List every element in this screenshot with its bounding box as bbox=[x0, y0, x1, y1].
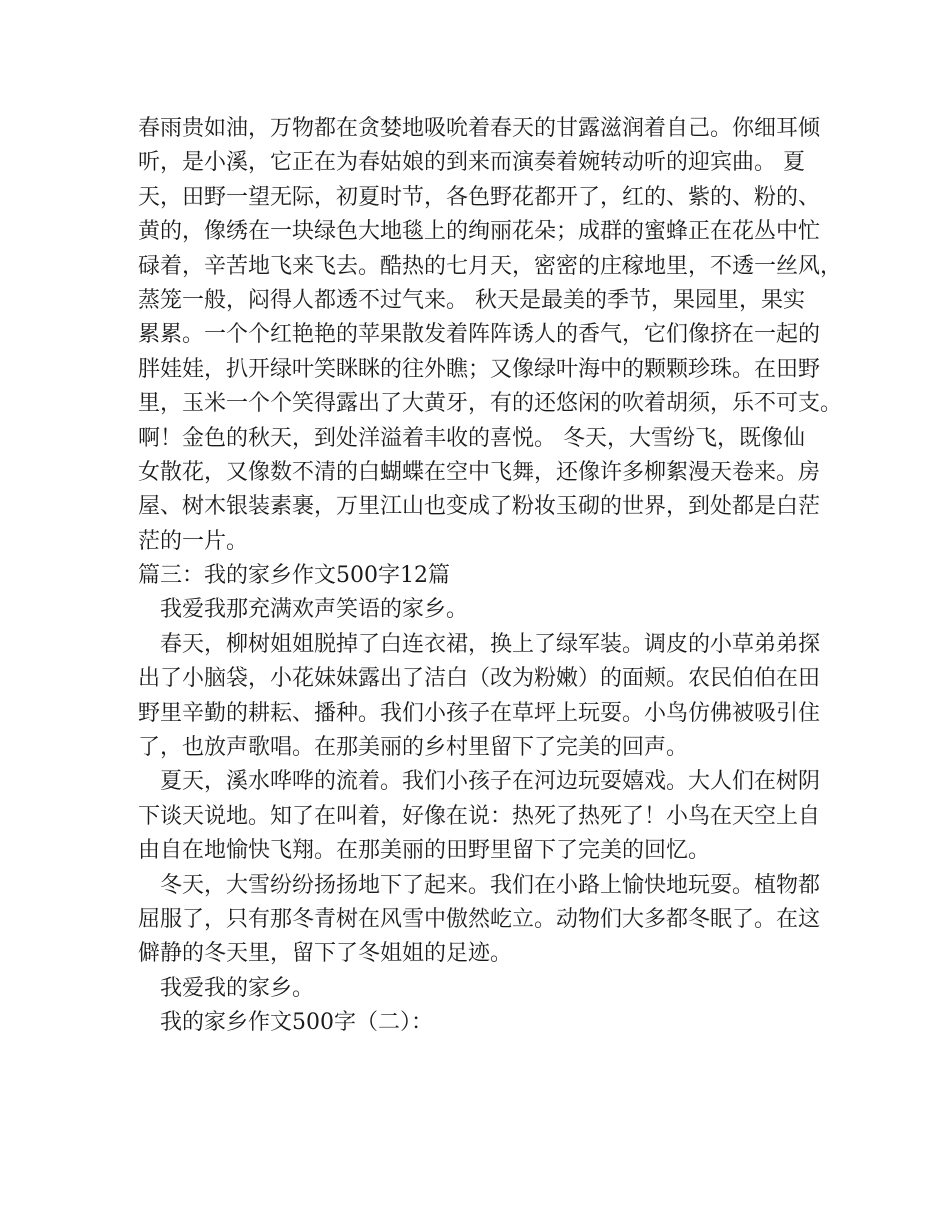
text-line: 春天，柳树姐姐脱掉了白连衣裙，换上了绿军装。调皮的小草弟弟探 bbox=[160, 631, 821, 657]
text-line: 累累。一个个红艳艳的苹果散发着阵阵诱人的香气，它们像挤在一起的 bbox=[138, 322, 821, 348]
text-line: 屋、树木银装素裹，万里江山也变成了粉妆玉砌的世界，到处都是白茫 bbox=[138, 494, 821, 520]
text-line: 蒸笼一般，闷得人都透不过气来。 秋天是最美的季节，果园里，果实 bbox=[138, 287, 805, 313]
text-line: 出了小脑袋，小花妹妹露出了洁白（改为粉嫩）的面颊。农民伯伯在田 bbox=[138, 666, 821, 692]
text-line: 春雨贵如油，万物都在贪婪地吸吮着春天的甘露滋润着自己。你细耳倾 bbox=[138, 116, 821, 141]
text-line: 夏天，溪水哗哗的流着。我们小孩子在河边玩耍嬉戏。大人们在树阴 bbox=[160, 769, 821, 795]
text-line: 天，田野一望无际，初夏时节，各色野花都开了，红的、紫的、粉的、 bbox=[138, 184, 821, 210]
text-line: 下谈天说地。知了在叫着，好像在说：热死了热死了！小鸟在天空上自 bbox=[138, 803, 821, 829]
text-line: 听，是小溪，它正在为春姑娘的到来而演奏着婉转动听的迎宾曲。 夏 bbox=[138, 150, 805, 176]
text-line: 女散花，又像数不清的白蝴蝶在空中飞舞，还像许多柳絮漫天卷来。房 bbox=[138, 459, 821, 485]
text-line: 了，也放声歌唱。在那美丽的乡村里留下了完美的回声。 bbox=[138, 735, 689, 761]
text-line: 我的家乡作文500字（二）： bbox=[160, 1010, 433, 1036]
text-line: 茫的一片。 bbox=[138, 528, 249, 554]
text-line: 胖娃娃，扒开绿叶笑眯眯的往外瞧；又像绿叶海中的颗颗珍珠。在田野 bbox=[138, 356, 821, 382]
text-line: 僻静的冬天里，留下了冬姐姐的足迹。 bbox=[138, 941, 513, 967]
document-body bbox=[138, 112, 843, 1041]
text-line: 碌着，辛苦地飞来飞去。酷热的七月天，密密的庄稼地里，不透一丝风， bbox=[138, 253, 843, 279]
section-heading: 篇三：我的家乡作文500字12篇 bbox=[138, 563, 450, 589]
text-line: 野里辛勤的耕耘、播种。我们小孩子在草坪上玩耍。小鸟仿佛被吸引住 bbox=[138, 700, 821, 726]
text-line: 里，玉米一个个笑得露出了大黄牙，有的还悠闲的吹着胡须，乐不可支。 bbox=[138, 391, 843, 417]
text-line: 黄的，像绣在一块绿色大地毯上的绚丽花朵；成群的蜜蜂正在花丛中忙 bbox=[138, 219, 821, 245]
text-line: 我爱我的家乡。 bbox=[160, 975, 315, 1001]
text-line: 我爱我那充满欢声笑语的家乡。 bbox=[160, 597, 469, 623]
text-line: 冬天，大雪纷纷扬扬地下了起来。我们在小路上愉快地玩耍。植物都 bbox=[160, 872, 821, 898]
text-line: 啊！金色的秋天，到处洋溢着丰收的喜悦。 冬天，大雪纷飞，既像仙 bbox=[138, 425, 805, 451]
text-line: 屈服了，只有那冬青树在风雪中傲然屹立。动物们大多都冬眠了。在这 bbox=[138, 906, 821, 932]
text-line: 由自在地愉快飞翔。在那美丽的田野里留下了完美的回忆。 bbox=[138, 838, 711, 864]
